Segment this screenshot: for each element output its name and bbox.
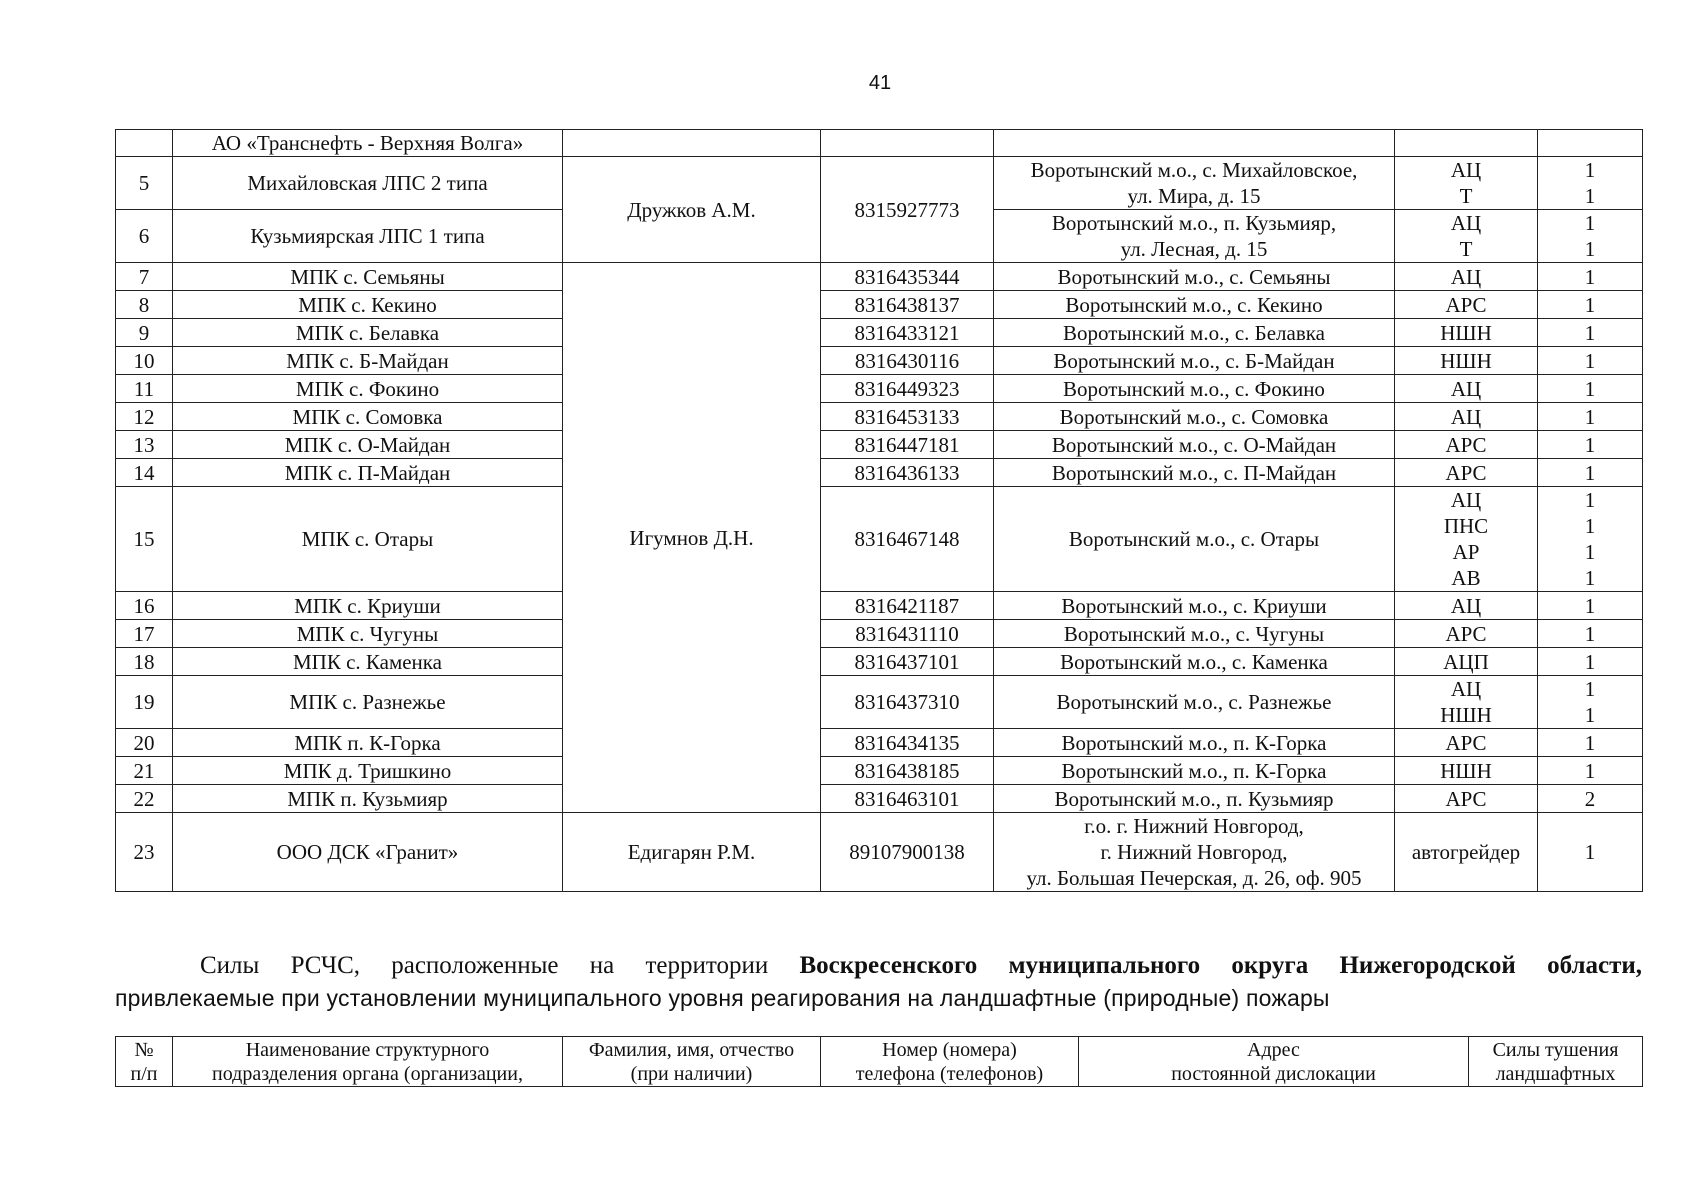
row-number: 22	[116, 785, 173, 813]
quantity: 1	[1584, 432, 1596, 457]
quantity: 1	[1584, 348, 1596, 373]
equipment-type: АЦ	[1450, 158, 1482, 182]
equipment-cell	[1395, 648, 1538, 676]
header-line: п/п	[130, 1062, 158, 1085]
unit-name: МПК п. Кузьмияр	[173, 785, 563, 813]
phone-number: 8316421187	[821, 592, 994, 620]
quantity-cell	[1538, 157, 1643, 210]
quantity: 1	[1584, 730, 1596, 755]
quantity: 1	[1584, 649, 1596, 674]
quantity: 1	[1584, 237, 1596, 261]
phone-number: 8316447181	[821, 431, 994, 459]
unit-name: МПК с. Сомовка	[173, 403, 563, 431]
equipment-type: АРС	[1445, 292, 1487, 317]
unit-name: ООО ДСК «Гранит»	[173, 813, 563, 892]
quantity-cell	[1538, 676, 1643, 729]
quantity-cell	[1538, 620, 1643, 648]
unit-name: МПК с. Семьяны	[173, 263, 563, 291]
header-line: телефона (телефонов)	[855, 1062, 1044, 1085]
table-row	[116, 729, 1643, 757]
section-heading-line-1	[115, 950, 1642, 982]
address-cell: Воротынский м.о., п. К-Горка	[994, 757, 1395, 785]
header-line: Наименование структурного	[245, 1038, 490, 1061]
address-cell: Воротынский м.о., с. Каменка	[994, 648, 1395, 676]
header-cell-forces	[1469, 1037, 1643, 1087]
unit-name: Михайловская ЛПС 2 типа	[173, 157, 563, 210]
unit-name: МПК с. О-Майдан	[173, 431, 563, 459]
unit-name: МПК с. Б-Майдан	[173, 347, 563, 375]
phone-number: 8316436133	[821, 459, 994, 487]
header-cell-full-name	[563, 1037, 821, 1087]
phone-number: 8316431110	[821, 620, 994, 648]
quantity: 1	[1584, 566, 1596, 590]
quantity-cell	[1538, 210, 1643, 263]
phone-number: 8316433121	[821, 319, 994, 347]
phone-number: 8316438185	[821, 757, 994, 785]
equipment-type: АВ	[1451, 566, 1481, 590]
equipment-cell	[1395, 291, 1538, 319]
quantity-cell	[1538, 347, 1643, 375]
header-cell-unit-name	[173, 1037, 563, 1087]
equipment-type: ПНС	[1443, 514, 1489, 538]
row-number: 13	[116, 431, 173, 459]
equipment-type: АР	[1452, 540, 1480, 564]
equipment-type: АЦ	[1450, 264, 1482, 289]
address-line: ул. Мира, д. 15	[1127, 184, 1261, 208]
quantity-cell	[1538, 648, 1643, 676]
table-row	[116, 319, 1643, 347]
header-cell-number	[116, 1037, 173, 1087]
table-cell	[116, 130, 173, 157]
unit-name: МПК п. К-Горка	[173, 729, 563, 757]
row-number: 12	[116, 403, 173, 431]
quantity: 1	[1584, 703, 1596, 727]
phone-number: 8316435344	[821, 263, 994, 291]
quantity-cell	[1538, 319, 1643, 347]
unit-name: МПК с. Кекино	[173, 291, 563, 319]
quantity: 1	[1584, 184, 1596, 208]
quantity: 2	[1584, 786, 1596, 811]
address-cell: Воротынский м.о., с. П-Майдан	[994, 459, 1395, 487]
address-cell: Воротынский м.о., с. Криуши	[994, 592, 1395, 620]
address-cell: Воротынский м.о., с. Сомовка	[994, 403, 1395, 431]
address-cell	[994, 157, 1395, 210]
unit-name: МПК д. Тришкино	[173, 757, 563, 785]
table-row	[116, 757, 1643, 785]
row-number: 9	[116, 319, 173, 347]
phone-number: 89107900138	[821, 813, 994, 892]
quantity-cell	[1538, 431, 1643, 459]
header-line: постоянной дислокации	[1171, 1062, 1376, 1085]
address-cell: Воротынский м.о., с. Фокино	[994, 375, 1395, 403]
row-number: 14	[116, 459, 173, 487]
table-row	[116, 291, 1643, 319]
address-cell: Воротынский м.о., с. Отары	[994, 487, 1395, 592]
address-cell: Воротынский м.о., с. О-Майдан	[994, 431, 1395, 459]
row-number: 20	[116, 729, 173, 757]
header-line: №	[134, 1038, 154, 1061]
address-line: Воротынский м.о., п. Кузьмияр,	[1051, 211, 1337, 235]
unit-name: МПК с. Криуши	[173, 592, 563, 620]
quantity-cell	[1538, 263, 1643, 291]
heading-text: Силы РСЧС, расположенные на территории	[200, 952, 800, 979]
quantity-cell	[1538, 375, 1643, 403]
table-row	[116, 459, 1643, 487]
row-number: 19	[116, 676, 173, 729]
phone-number: 8316438137	[821, 291, 994, 319]
responsible-person: Дружков А.М.	[563, 157, 821, 263]
quantity: 1	[1584, 460, 1596, 485]
equipment-cell	[1395, 785, 1538, 813]
table-cell	[1395, 130, 1538, 157]
equipment-type: АЦ	[1450, 404, 1482, 429]
header-cell-phone	[821, 1037, 1079, 1087]
unit-name: МПК с. Отары	[173, 487, 563, 592]
table-row	[116, 648, 1643, 676]
address-line: г.о. г. Нижний Новгород,	[1084, 814, 1304, 838]
quantity: 1	[1584, 376, 1596, 401]
row-number: 21	[116, 757, 173, 785]
responsible-person: Игумнов Д.Н.	[563, 263, 821, 813]
row-number: 18	[116, 648, 173, 676]
table-row	[116, 620, 1643, 648]
equipment-type: НШН	[1440, 758, 1492, 783]
equipment-cell	[1395, 157, 1538, 210]
forces-table	[115, 129, 1643, 892]
equipment-cell	[1395, 676, 1538, 729]
phone-number: 8316463101	[821, 785, 994, 813]
quantity-cell	[1538, 459, 1643, 487]
equipment-cell	[1395, 620, 1538, 648]
header-line: подразделения органа (организации,	[212, 1062, 523, 1085]
equipment-cell	[1395, 210, 1538, 263]
quantity-cell	[1538, 757, 1643, 785]
table-row	[116, 347, 1643, 375]
quantity-cell	[1538, 785, 1643, 813]
quantity: 1	[1584, 158, 1596, 182]
quantity: 1	[1584, 488, 1596, 512]
quantity: 1	[1584, 621, 1596, 646]
quantity: 1	[1584, 211, 1596, 235]
row-number: 5	[116, 157, 173, 210]
unit-name: МПК с. Фокино	[173, 375, 563, 403]
quantity: 1	[1584, 514, 1596, 538]
address-cell: Воротынский м.о., с. Белавка	[994, 319, 1395, 347]
unit-name: МПК с. П-Майдан	[173, 459, 563, 487]
equipment-cell	[1395, 459, 1538, 487]
equipment-cell	[1395, 403, 1538, 431]
equipment-cell	[1395, 375, 1538, 403]
equipment-type: Т	[1459, 184, 1473, 208]
address-cell: Воротынский м.о., с. Разнежье	[994, 676, 1395, 729]
equipment-type: АЦ	[1450, 593, 1482, 618]
equipment-type: Т	[1459, 237, 1473, 261]
equipment-type: АЦ	[1450, 488, 1482, 512]
heading-district-name: Воскресенского муниципального округа Нижегородской области,	[799, 952, 1642, 979]
table-row	[116, 157, 1643, 210]
address-cell	[994, 210, 1395, 263]
quantity-cell	[1538, 487, 1643, 592]
unit-name: МПК с. Чугуны	[173, 620, 563, 648]
address-cell: Воротынский м.о., с. Семьяны	[994, 263, 1395, 291]
header-line: Фамилия, имя, отчество	[588, 1038, 795, 1061]
equipment-type: АЦП	[1443, 649, 1489, 674]
quantity: 1	[1584, 404, 1596, 429]
equipment-cell	[1395, 592, 1538, 620]
table-cell	[563, 130, 821, 157]
quantity: 1	[1584, 677, 1596, 701]
phone-number: 8316449323	[821, 375, 994, 403]
equipment-type: автогрейдер	[1395, 813, 1538, 892]
address-line: ул. Лесная, д. 15	[1120, 237, 1268, 261]
phone-number: 8315927773	[821, 157, 994, 263]
row-number: 23	[116, 813, 173, 892]
address-cell: Воротынский м.о., п. Кузьмияр	[994, 785, 1395, 813]
table-row	[116, 785, 1643, 813]
unit-name: МПК с. Каменка	[173, 648, 563, 676]
quantity-cell	[1538, 403, 1643, 431]
table-cell	[821, 130, 994, 157]
quantity: 1	[1584, 758, 1596, 783]
address-line: Воротынский м.о., с. Михайловское,	[1030, 158, 1358, 182]
header-cell-address	[1079, 1037, 1469, 1087]
row-number: 10	[116, 347, 173, 375]
unit-name: МПК с. Белавка	[173, 319, 563, 347]
quantity: 1	[1584, 593, 1596, 618]
row-number: 16	[116, 592, 173, 620]
header-line: ландшафтных	[1495, 1062, 1616, 1085]
quantity: 1	[1584, 292, 1596, 317]
equipment-cell	[1395, 729, 1538, 757]
equipment-type: АЦ	[1450, 677, 1482, 701]
quantity: 1	[1584, 320, 1596, 345]
table-cell	[1538, 130, 1643, 157]
equipment-cell	[1395, 319, 1538, 347]
equipment-type: НШН	[1440, 348, 1492, 373]
equipment-type: АРС	[1445, 621, 1487, 646]
equipment-type: АРС	[1445, 786, 1487, 811]
responsible-person: Едигарян Р.М.	[563, 813, 821, 892]
table-row	[116, 676, 1643, 729]
quantity-cell	[1538, 291, 1643, 319]
table-row	[116, 813, 1643, 892]
phone-number: 8316437101	[821, 648, 994, 676]
header-row	[116, 1037, 1643, 1087]
equipment-cell	[1395, 263, 1538, 291]
table-row	[116, 592, 1643, 620]
table-row	[116, 431, 1643, 459]
address-line: ул. Большая Печерская, д. 26, оф. 905	[1026, 866, 1362, 890]
quantity-cell	[1538, 729, 1643, 757]
header-line: Номер (номера)	[882, 1038, 1017, 1061]
row-number: 15	[116, 487, 173, 592]
phone-number: 8316430116	[821, 347, 994, 375]
equipment-type: АЦ	[1450, 211, 1482, 235]
address-line: г. Нижний Новгород,	[1100, 840, 1288, 864]
equipment-type: АРС	[1445, 730, 1487, 755]
equipment-cell	[1395, 431, 1538, 459]
table-row	[116, 130, 1643, 157]
phone-number: 8316434135	[821, 729, 994, 757]
quantity: 1	[1584, 540, 1596, 564]
table-row	[116, 487, 1643, 592]
header-line: Адрес	[1247, 1038, 1300, 1061]
header-line: Силы тушения	[1492, 1038, 1619, 1061]
table-row	[116, 403, 1643, 431]
row-number: 6	[116, 210, 173, 263]
address-cell: Воротынский м.о., п. К-Горка	[994, 729, 1395, 757]
address-cell: Воротынский м.о., с. Чугуны	[994, 620, 1395, 648]
equipment-cell	[1395, 347, 1538, 375]
table-row	[116, 375, 1643, 403]
quantity: 1	[1584, 264, 1596, 289]
equipment-cell	[1395, 487, 1538, 592]
equipment-type: НШН	[1440, 703, 1492, 727]
address-cell: Воротынский м.о., с. Кекино	[994, 291, 1395, 319]
phone-number: 8316437310	[821, 676, 994, 729]
quantity: 1	[1538, 813, 1643, 892]
section-heading-line-2: привлекаемые при установлении муниципального уровня реагирования на ландшафтные (природные) пожары	[115, 985, 1330, 1011]
next-table-header	[115, 1036, 1643, 1087]
equipment-type: АРС	[1445, 460, 1487, 485]
phone-number: 8316467148	[821, 487, 994, 592]
equipment-cell	[1395, 757, 1538, 785]
row-number: 7	[116, 263, 173, 291]
unit-name: МПК с. Разнежье	[173, 676, 563, 729]
org-name-cell: АО «Транснефть - Верхняя Волга»	[173, 130, 563, 157]
header-line: (при наличии)	[630, 1062, 753, 1085]
quantity-cell	[1538, 592, 1643, 620]
page-number: 41	[868, 72, 892, 94]
row-number: 11	[116, 375, 173, 403]
equipment-type: НШН	[1440, 320, 1492, 345]
address-cell	[994, 813, 1395, 892]
equipment-type: АРС	[1445, 432, 1487, 457]
address-cell: Воротынский м.о., с. Б-Майдан	[994, 347, 1395, 375]
equipment-type: АЦ	[1450, 376, 1482, 401]
row-number: 8	[116, 291, 173, 319]
section-heading	[115, 950, 1642, 1014]
table-cell	[994, 130, 1395, 157]
table-row	[116, 263, 1643, 291]
phone-number: 8316453133	[821, 403, 994, 431]
row-number: 17	[116, 620, 173, 648]
unit-name: Кузьмиярская ЛПС 1 типа	[173, 210, 563, 263]
